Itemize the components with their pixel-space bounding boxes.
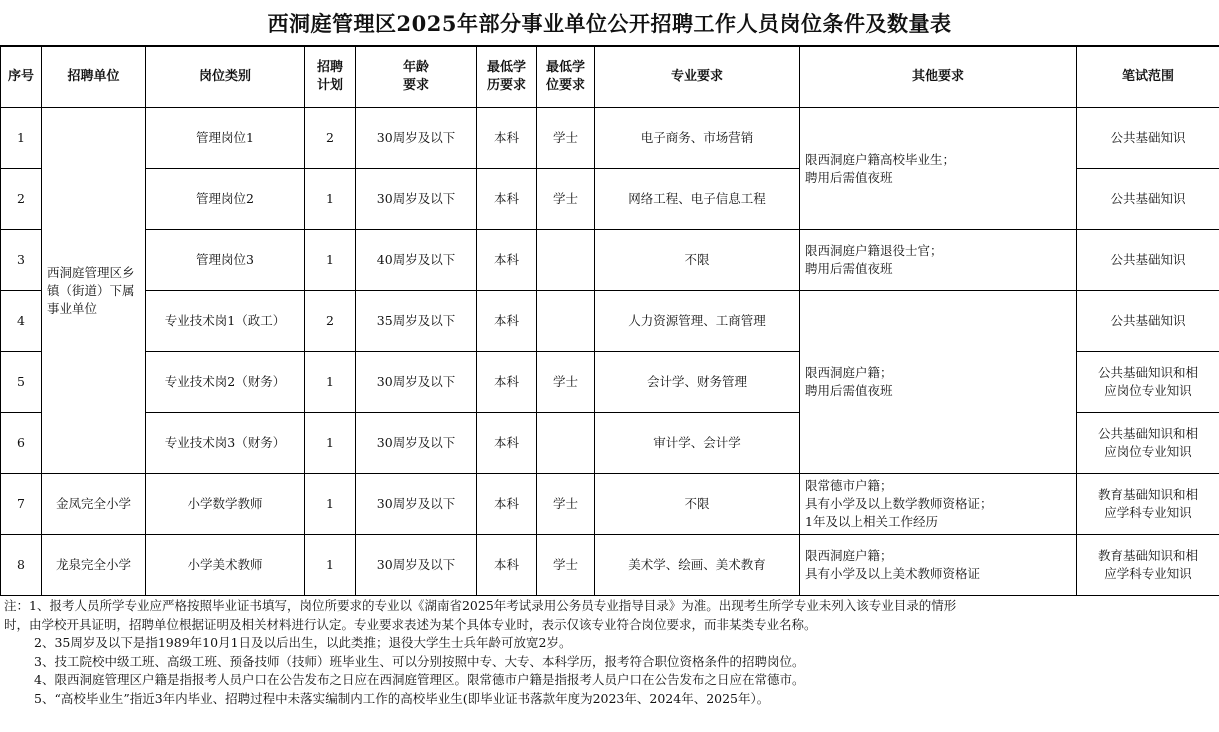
- cell-major: 网络工程、电子信息工程: [595, 169, 800, 230]
- exam-line: 公共基础知识和相: [1097, 426, 1198, 441]
- cell-exam: 公共基础知识: [1077, 169, 1219, 230]
- exam-line: 教育基础知识和相: [1097, 487, 1198, 502]
- exam-line: 应岗位专业知识: [1104, 383, 1192, 398]
- cell-other-req: [800, 108, 1077, 230]
- other-req-line: 聘用后需值夜班: [805, 261, 893, 276]
- note-2: 2、35周岁及以下是指1989年10月1日及以后出生，以此类推；退役大学生士兵年龄可放宽2岁。: [34, 635, 572, 650]
- exam-line: 应岗位专业知识: [1104, 444, 1192, 459]
- other-req-line: 限常德市户籍；: [805, 478, 893, 493]
- cell-seq: 7: [1, 474, 42, 535]
- table-row: [1, 230, 1219, 291]
- cell-exam: 公共基础知识: [1077, 230, 1219, 291]
- cell-degree: 学士: [537, 352, 595, 413]
- cell-other-req: [800, 230, 1077, 291]
- cell-unit-group: 西洞庭管理区乡镇（街道）下属事业单位: [42, 108, 146, 474]
- header-age: [356, 47, 477, 108]
- cell-degree: 学士: [537, 474, 595, 535]
- header-other: 其他要求: [800, 47, 1077, 108]
- cell-exam: [1077, 474, 1219, 535]
- cell-unit: 金凤完全小学: [42, 474, 146, 535]
- cell-plan: 1: [305, 413, 356, 474]
- table-row: [1, 291, 1219, 352]
- cell-edu: 本科: [477, 291, 537, 352]
- cell-seq: 1: [1, 108, 42, 169]
- cell-degree: 学士: [537, 169, 595, 230]
- cell-post: 管理岗位3: [146, 230, 305, 291]
- header-degree-line2: 位要求: [545, 78, 585, 93]
- other-req-line: 限西洞庭户籍退役士官；: [805, 243, 943, 258]
- header-post: 岗位类别: [146, 47, 305, 108]
- cell-post: 专业技术岗1（政工）: [146, 291, 305, 352]
- other-req-line: 聘用后需值夜班: [805, 169, 893, 185]
- cell-age: 30周岁及以下: [356, 169, 477, 230]
- cell-seq: 8: [1, 535, 42, 596]
- exam-line: 应学科专业知识: [1104, 505, 1192, 520]
- cell-seq: 2: [1, 169, 42, 230]
- cell-other-req: [800, 474, 1077, 535]
- other-req-line: 限西洞庭户籍；: [805, 365, 893, 380]
- cell-degree: 学士: [537, 108, 595, 169]
- cell-exam: [1077, 413, 1219, 474]
- cell-major: 会计学、财务管理: [595, 352, 800, 413]
- cell-post: 管理岗位1: [146, 108, 305, 169]
- cell-exam: 公共基础知识: [1077, 108, 1219, 169]
- cell-degree: [537, 230, 595, 291]
- exam-line: 应学科专业知识: [1104, 566, 1192, 581]
- cell-seq: 6: [1, 413, 42, 474]
- cell-age: 30周岁及以下: [356, 413, 477, 474]
- cell-major: 美术学、绘画、美术教育: [595, 535, 800, 596]
- cell-plan: 2: [305, 108, 356, 169]
- footnotes: [0, 595, 1219, 732]
- cell-major: 审计学、会计学: [595, 413, 800, 474]
- cell-major: 不限: [595, 230, 800, 291]
- cell-plan: 1: [305, 535, 356, 596]
- cell-edu: 本科: [477, 108, 537, 169]
- cell-post: 管理岗位2: [146, 169, 305, 230]
- header-edu-line1: 最低学: [486, 60, 526, 75]
- cell-age: 30周岁及以下: [356, 352, 477, 413]
- cell-exam: [1077, 535, 1219, 596]
- exam-line: 公共基础知识和相: [1097, 365, 1198, 380]
- header-degree: [537, 47, 595, 108]
- cell-plan: 1: [305, 169, 356, 230]
- cell-age: 30周岁及以下: [356, 474, 477, 535]
- cell-major: 不限: [595, 474, 800, 535]
- cell-plan: 1: [305, 230, 356, 291]
- header-exam: 笔试范围: [1077, 47, 1219, 108]
- cell-exam: [1077, 352, 1219, 413]
- cell-age: 35周岁及以下: [356, 291, 477, 352]
- cell-post: 小学美术教师: [146, 535, 305, 596]
- cell-edu: 本科: [477, 169, 537, 230]
- cell-edu: 本科: [477, 352, 537, 413]
- cell-post: 专业技术岗2（财务）: [146, 352, 305, 413]
- table-row: [1, 108, 1219, 169]
- header-degree-line1: 最低学: [545, 60, 585, 75]
- other-req-line: 聘用后需值夜班: [805, 383, 893, 398]
- cell-plan: 2: [305, 291, 356, 352]
- cell-age: 30周岁及以下: [356, 535, 477, 596]
- header-unit: 招聘单位: [42, 47, 146, 108]
- header-age-line1: 年龄: [402, 60, 429, 75]
- other-req-line: 具有小学及以上数学教师资格证；: [805, 496, 993, 511]
- other-req-line: 限西洞庭户籍高校毕业生；: [805, 151, 956, 167]
- exam-line: 教育基础知识和相: [1097, 548, 1198, 563]
- header-edu: [477, 47, 537, 108]
- positions-table: [0, 46, 1219, 596]
- cell-post: 专业技术岗3（财务）: [146, 413, 305, 474]
- other-req-line: 限西洞庭户籍；: [805, 548, 893, 563]
- cell-edu: 本科: [477, 535, 537, 596]
- cell-seq: 5: [1, 352, 42, 413]
- header-major: 专业要求: [595, 47, 800, 108]
- cell-degree: [537, 291, 595, 352]
- cell-edu: 本科: [477, 230, 537, 291]
- table-row: [1, 535, 1219, 596]
- cell-plan: 1: [305, 474, 356, 535]
- note-3: 3、技工院校中级工班、高级工班、预备技师（技师）班毕业生、可以分别按照中专、大专、本科学历，报考符合职位资格条件的招聘岗位。: [34, 653, 805, 669]
- cell-other-req: [800, 291, 1077, 474]
- cell-degree: 学士: [537, 535, 595, 596]
- cell-seq: 4: [1, 291, 42, 352]
- note-1: 注：1、报考人员所学专业应严格按照毕业证书填写，岗位所要求的专业以《湖南省2025年考试录用公务员专业指导目录》为准。出现考生所学专业未列入该专业目录的情形: [4, 598, 957, 613]
- cell-unit: 龙泉完全小学: [42, 535, 146, 596]
- header-plan-line1: 招聘: [316, 60, 343, 75]
- cell-other-req: [800, 535, 1077, 596]
- cell-post: 小学数学教师: [146, 474, 305, 535]
- cell-edu: 本科: [477, 413, 537, 474]
- page-title: 西洞庭管理区2025年部分事业单位公开招聘工作人员岗位条件及数量表: [0, 0, 1219, 46]
- cell-edu: 本科: [477, 474, 537, 535]
- cell-age: 40周岁及以下: [356, 230, 477, 291]
- header-plan-line2: 计划: [316, 78, 343, 93]
- table-row: [1, 474, 1219, 535]
- header-plan: [305, 47, 356, 108]
- header-age-line2: 要求: [402, 78, 429, 93]
- other-req-line: 1年及以上相关工作经历: [805, 514, 938, 529]
- cell-plan: 1: [305, 352, 356, 413]
- cell-seq: 3: [1, 230, 42, 291]
- header-seq: 序号: [1, 47, 42, 108]
- cell-exam: 公共基础知识: [1077, 291, 1219, 352]
- note-5: 5、“高校毕业生”指近3年内毕业、招聘过程中未落实编制内工作的高校毕业生(即毕业证书落款年度为2023年、2024年、2025年）。: [34, 690, 770, 706]
- note-4: 4、限西洞庭管理区户籍是指报考人员户口在公告发布之日应在西洞庭管理区。限常德市户籍是指报考人员户口在公告发布之日应在常德市。: [34, 672, 805, 687]
- other-req-line: 具有小学及以上美术教师资格证: [805, 566, 981, 581]
- note-1-continued: 时，由学校开具证明，招聘单位根据证明及相关材料进行认定。专业要求表述为某个具体专业时，表示仅该专业符合岗位要求，而非某类专业名称。: [4, 616, 817, 632]
- header-edu-line2: 历要求: [486, 78, 526, 93]
- cell-major: 人力资源管理、工商管理: [595, 291, 800, 352]
- table-header-row: [1, 47, 1219, 108]
- cell-age: 30周岁及以下: [356, 108, 477, 169]
- cell-major: 电子商务、市场营销: [595, 108, 800, 169]
- cell-degree: [537, 413, 595, 474]
